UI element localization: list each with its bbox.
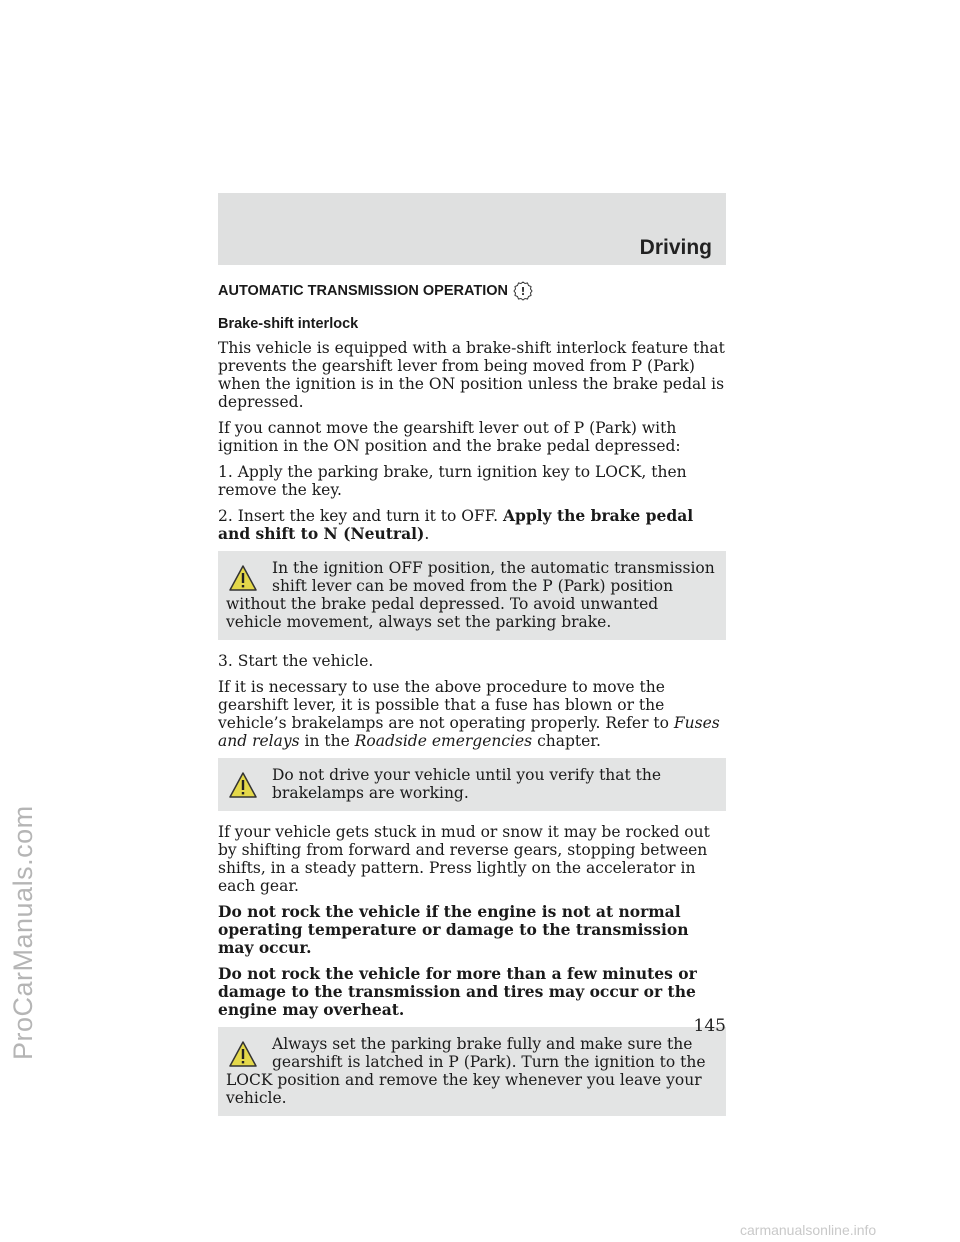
- step-2-text: 2. Insert the key and turn it to OFF.: [218, 507, 499, 525]
- p3-mid: in the: [304, 732, 350, 750]
- warning-2-text: Do not drive your vehicle until you verify that the brakelamps are working.: [272, 766, 662, 802]
- bold-1-text: Do not rock the vehicle if the engine is not at normal operating temperature or damage to the transmission may occur.: [218, 902, 689, 957]
- ref-fuses-and-relays: Fuses and relays: [218, 714, 720, 750]
- svg-text:!: !: [520, 285, 526, 298]
- step-1: 1. Apply the parking brake, turn ignition key to LOCK, then remove the key.: [218, 463, 687, 499]
- warning-triangle-icon: [228, 1039, 258, 1069]
- bold-warning-2: [218, 965, 726, 1019]
- section-heading: [218, 280, 726, 302]
- side-watermark: ProCarManuals.com: [8, 805, 38, 1060]
- warning-3-text: Always set the parking brake fully and make sure the gearshift is latched in P (Park). Turn the ignition to the LOCK position and remove the key whenever you leave your vehicle.: [226, 1035, 706, 1107]
- subheading: Brake-shift interlock: [218, 316, 359, 332]
- bottom-watermark: carmanualsonline.info: [740, 1222, 877, 1238]
- warning-box-2: [218, 758, 726, 811]
- paragraph-3: [218, 678, 726, 750]
- bold-warning-1: [218, 903, 726, 957]
- warning-triangle-icon: [228, 770, 258, 800]
- paragraph-4: If your vehicle gets stuck in mud or snow it may be rocked out by shifting from forward and reverse gears, stopping between shifts, in a steady pattern. Press lightly on the accelerator in each gear.: [218, 823, 710, 895]
- paragraph-1: This vehicle is equipped with a brake-shift interlock feature that prevents the gearshift lever from being moved from P (Park) when the ignition is in the ON position unless the brake pedal is depressed.: [218, 339, 725, 411]
- warning-box-1: [218, 551, 726, 640]
- step-2: [218, 507, 726, 543]
- warning-triangle-icon: [228, 563, 258, 593]
- warning-1-text: In the ignition OFF position, the automatic transmission shift lever can be moved from the P (Park) position without the brake pedal depressed. To avoid unwanted vehicle movement, always set the parking brake.: [226, 559, 715, 631]
- p3-end: chapter.: [537, 732, 601, 750]
- bold-2-text: Do not rock the vehicle for more than a few minutes or damage to the transmission and tires may occur or the engine may overheat.: [218, 964, 697, 1019]
- p3-text: If it is necessary to use the above procedure to move the gearshift lever, it is possible that a fuse has blown or the vehicle’s brakelamps are not operating properly. Refer to: [218, 678, 669, 732]
- heading-text: AUTOMATIC TRANSMISSION OPERATION: [218, 283, 508, 299]
- step-3: 3. Start the vehicle.: [218, 652, 374, 670]
- step-2-bold: Apply the brake pedal and shift to N (Neutral): [218, 506, 694, 543]
- warning-box-3: [218, 1027, 726, 1116]
- transmission-gear-icon: [512, 280, 534, 302]
- ref-roadside-emergencies: Roadside emergencies: [354, 732, 533, 750]
- section-header: [218, 193, 726, 265]
- page-content: [218, 280, 726, 1128]
- paragraph-2: If you cannot move the gearshift lever out of P (Park) with ignition in the ON position and the brake pedal depressed:: [218, 419, 681, 455]
- section-title: Driving: [639, 236, 712, 259]
- step-2-end: .: [424, 525, 430, 543]
- page-number: 145: [693, 1016, 726, 1036]
